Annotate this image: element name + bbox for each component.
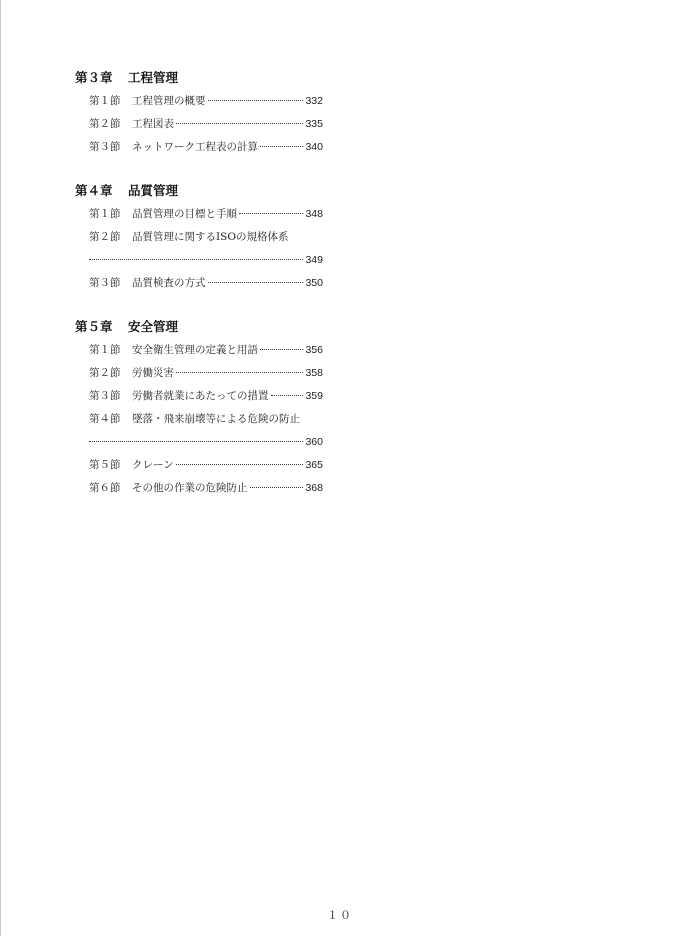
- section-number: 第２節: [89, 118, 121, 130]
- dot-leader: [260, 349, 303, 350]
- toc-entry[interactable]: [75, 385, 323, 408]
- dot-leader: [89, 441, 303, 442]
- page-number: 340: [305, 141, 323, 153]
- dot-leader: [176, 372, 303, 373]
- section-number: 第１節: [89, 95, 121, 107]
- section-number: 第１節: [89, 344, 121, 356]
- toc-entry[interactable]: [75, 339, 323, 362]
- chapter-number: 第３章: [75, 70, 113, 85]
- section-title: 労働災害: [132, 367, 174, 379]
- dot-leader: [250, 487, 304, 488]
- section-title: 品質検査の方式: [132, 277, 206, 289]
- section-number: 第３節: [89, 141, 121, 153]
- chapter-number: 第５章: [75, 319, 113, 334]
- page-number: 359: [305, 390, 323, 402]
- page-number: 348: [305, 208, 323, 220]
- table-of-contents: [75, 66, 323, 520]
- section-number: 第２節: [89, 367, 121, 379]
- section-title: クレーン: [132, 459, 174, 471]
- dot-leader: [89, 259, 303, 260]
- section-title: 墜落・飛来崩壊等による危険の防止: [132, 413, 300, 425]
- dot-leader: [271, 395, 304, 396]
- section-title: 品質管理の目標と手順: [132, 208, 237, 220]
- toc-entry[interactable]: [75, 113, 323, 136]
- page-number: 360: [305, 436, 323, 448]
- chapter-heading: [75, 315, 323, 339]
- dot-leader: [208, 282, 304, 283]
- page-number: 356: [305, 344, 323, 356]
- chapter-title: 工程管理: [128, 70, 179, 85]
- chapter-5: [75, 315, 323, 500]
- section-title: ネットワーク工程表の計算: [132, 141, 258, 153]
- page-number: 350: [305, 277, 323, 289]
- section-number: 第３節: [89, 277, 121, 289]
- toc-entry-continuation[interactable]: [75, 431, 323, 454]
- section-number: 第６節: [89, 482, 121, 494]
- toc-entry[interactable]: [75, 477, 323, 500]
- section-number: 第３節: [89, 390, 121, 402]
- dot-leader: [239, 213, 303, 214]
- toc-entry[interactable]: [75, 136, 323, 159]
- toc-entry[interactable]: [75, 90, 323, 113]
- section-number: 第２節: [89, 231, 121, 243]
- page-number: 349: [305, 254, 323, 266]
- chapter-title: 安全管理: [128, 319, 179, 334]
- section-title: 工程管理の概要: [132, 95, 206, 107]
- dot-leader: [176, 123, 303, 124]
- page-number: 332: [305, 95, 323, 107]
- toc-entry-continuation[interactable]: [75, 249, 323, 272]
- toc-entry[interactable]: [75, 272, 323, 295]
- page-edge: [0, 0, 1, 936]
- section-number: 第１節: [89, 208, 121, 220]
- page-number: 335: [305, 118, 323, 130]
- dot-leader: [208, 100, 304, 101]
- section-number: 第５節: [89, 459, 121, 471]
- chapter-number: 第４章: [75, 183, 113, 198]
- page-number: 365: [305, 459, 323, 471]
- chapter-3: [75, 66, 323, 159]
- footer-page-number: １０: [327, 909, 353, 922]
- toc-entry-wrapped-title[interactable]: [75, 408, 323, 431]
- chapter-heading: [75, 66, 323, 90]
- section-title: 工程図表: [132, 118, 174, 130]
- page-number: 368: [305, 482, 323, 494]
- toc-entry-wrapped-title[interactable]: [75, 226, 323, 249]
- page-number: 358: [305, 367, 323, 379]
- dot-leader: [260, 146, 303, 147]
- toc-entry[interactable]: [75, 454, 323, 477]
- section-number: 第４節: [89, 413, 121, 425]
- chapter-4: [75, 179, 323, 295]
- section-title: その他の作業の危険防止: [132, 482, 248, 494]
- toc-entry[interactable]: [75, 203, 323, 226]
- section-title: 品質管理に関するISOの規格体系: [132, 231, 289, 243]
- section-title: 安全衛生管理の定義と用語: [132, 344, 258, 356]
- section-title: 労働者就業にあたっての措置: [132, 390, 269, 402]
- chapter-heading: [75, 179, 323, 203]
- chapter-title: 品質管理: [128, 183, 179, 198]
- toc-entry[interactable]: [75, 362, 323, 385]
- dot-leader: [176, 464, 304, 465]
